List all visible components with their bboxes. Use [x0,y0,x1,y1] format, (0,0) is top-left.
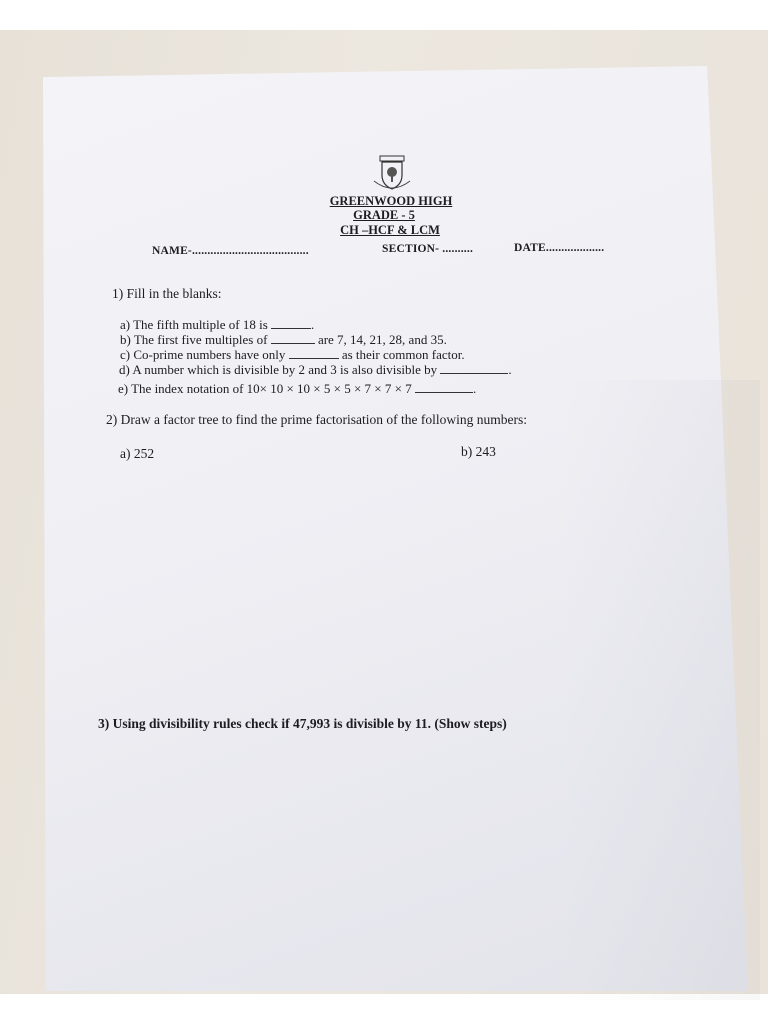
grade-label: GRADE - 5 [353,208,415,222]
question-1b-end: are 7, 14, 21, 28, and 35. [314,332,447,347]
question-1d [119,362,512,377]
school-name: GREENWOOD HIGH [329,194,453,208]
answer-blank-1b [271,343,315,344]
section-field: SECTION- .......... [382,243,474,255]
question-1a-text: a) The fifth multiple of 18 is [120,317,272,332]
image-bottom-border [0,994,768,1024]
image-top-border [0,0,768,30]
question-1b [120,332,447,347]
question-1c-end: as their common factor. [338,347,465,362]
chapter-title: CH –HCF & LCM [340,223,440,237]
question-3-title: 3) Using divisibility rules check if 47,993 is divisible by 11. (Show steps) [98,716,507,731]
name-field: NAME-...................................... [152,245,309,257]
question-1c [120,347,465,362]
answer-blank-1e [415,392,473,393]
question-1a [120,317,314,332]
question-1d-end: . [508,362,512,377]
answer-blank-1c [289,358,339,359]
question-1e [118,381,476,396]
question-1c-text: c) Co-prime numbers have only [120,347,289,362]
question-2a: a) 252 [120,446,155,461]
answer-blank-1d [440,373,508,374]
question-1a-end: . [311,317,315,332]
question-1e-end: . [472,381,477,396]
question-1-title: 1) Fill in the blanks: [112,286,222,301]
question-1b-text: b) The first five multiples of [120,332,271,347]
question-1d-text: d) A number which is divisible by 2 and 3 is also divisible by [119,362,441,377]
answer-blank-1a [271,328,311,329]
question-2-title: 2) Draw a factor tree to find the prime factorisation of the following numbers: [106,412,527,427]
school-crest-icon [370,155,414,193]
date-field: DATE................... [514,242,605,254]
question-2b: b) 243 [461,444,496,459]
question-1e-text: e) The index notation of 10× 10 × 10 × 5 × 5 × 7 × 7 × 7 [118,381,415,396]
